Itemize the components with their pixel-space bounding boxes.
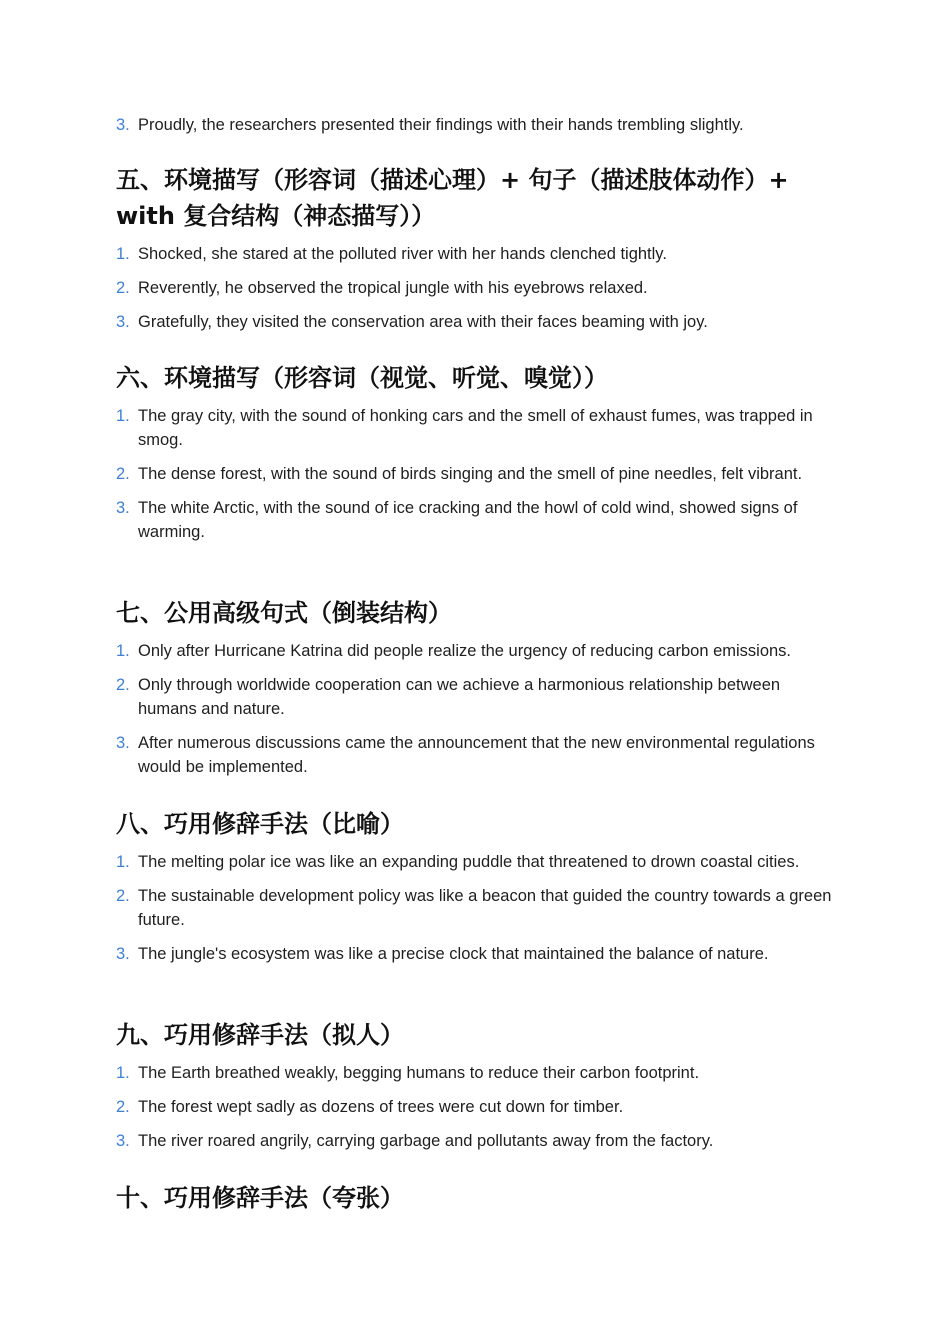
- list-number: 1.: [116, 245, 130, 263]
- numbered-list: [116, 639, 836, 779]
- section-heading: 五、环境描写（形容词（描述心理）+ 句子（描述肢体动作）+ with 复合结构（神态描写））: [116, 166, 789, 230]
- list-item-text: Gratefully, they visited the conservation area with their faces beaming with joy.: [138, 313, 708, 331]
- list-number: 3.: [116, 116, 130, 134]
- list-number: 1.: [116, 642, 130, 660]
- list-number: 1.: [116, 407, 130, 425]
- list-number: 2.: [116, 465, 130, 483]
- list-item: [116, 462, 836, 486]
- list-item-text: The sustainable development policy was like a beacon that guided the country towards a green future.: [138, 887, 832, 929]
- list-item-text: The river roared angrily, carrying garbage and pollutants away from the factory.: [138, 1132, 714, 1150]
- list-number: 2.: [116, 279, 130, 297]
- section-heading: 七、公用高级句式（倒装结构）: [116, 599, 452, 627]
- list-item: [116, 113, 836, 137]
- section-6: [116, 360, 836, 554]
- list-item: [116, 310, 836, 334]
- list-item-text: Proudly, the researchers presented their findings with their hands trembling slightly.: [138, 116, 744, 134]
- list-item-text: The white Arctic, with the sound of ice cracking and the howl of cold wind, showed signs of warming.: [138, 499, 798, 541]
- list-item-text: The dense forest, with the sound of birds singing and the smell of pine needles, felt vibrant.: [138, 465, 803, 483]
- section-heading: 十、巧用修辞手法（夸张）: [116, 1184, 404, 1212]
- section-heading: 八、巧用修辞手法（比喻）: [116, 810, 404, 838]
- section-9: [116, 1017, 836, 1163]
- list-item: [116, 242, 836, 266]
- list-item: [116, 1095, 836, 1119]
- list-number: 2.: [116, 887, 130, 905]
- list-item: [116, 404, 836, 452]
- list-item-text: The Earth breathed weakly, begging humans to reduce their carbon footprint.: [138, 1064, 700, 1082]
- list-item: [116, 673, 836, 721]
- list-number: 1.: [116, 1064, 130, 1082]
- list-number: 1.: [116, 853, 130, 871]
- numbered-list: [116, 113, 836, 137]
- list-number: 2.: [116, 676, 130, 694]
- list-number: 3.: [116, 734, 130, 752]
- list-number: 3.: [116, 1132, 130, 1150]
- section-heading: 九、巧用修辞手法（拟人）: [116, 1021, 404, 1049]
- numbered-list: [116, 404, 836, 544]
- list-item: [116, 1061, 836, 1085]
- list-number: 2.: [116, 1098, 130, 1116]
- list-item: [116, 850, 836, 874]
- numbered-list: [116, 242, 836, 334]
- section-10: [116, 1180, 836, 1216]
- list-item-text: Shocked, she stared at the polluted river with her hands clenched tightly.: [138, 245, 667, 263]
- list-item: [116, 1129, 836, 1153]
- numbered-list: [116, 850, 836, 966]
- list-item-text: After numerous discussions came the announcement that the new environmental regulations would be implemented.: [138, 734, 815, 776]
- list-item: [116, 884, 836, 932]
- list-item: [116, 496, 836, 544]
- list-item-text: The forest wept sadly as dozens of trees were cut down for timber.: [138, 1098, 624, 1116]
- continued-list: [116, 113, 836, 147]
- list-item-text: The gray city, with the sound of honking cars and the smell of exhaust fumes, was trapped in smog.: [138, 407, 813, 449]
- numbered-list: [116, 1061, 836, 1153]
- list-item: [116, 942, 836, 966]
- list-item-text: Only after Hurricane Katrina did people realize the urgency of reducing carbon emissions.: [138, 642, 792, 660]
- list-item-text: Only through worldwide cooperation can we achieve a harmonious relationship between humans and nature.: [138, 676, 781, 718]
- list-number: 3.: [116, 499, 130, 517]
- section-8: [116, 806, 836, 976]
- list-item: [116, 639, 836, 663]
- list-item: [116, 276, 836, 300]
- list-number: 3.: [116, 945, 130, 963]
- list-item-text: The jungle's ecosystem was like a precise clock that maintained the balance of nature.: [138, 945, 769, 963]
- section-7: [116, 595, 836, 789]
- list-number: 3.: [116, 313, 130, 331]
- list-item: [116, 731, 836, 779]
- list-item-text: The melting polar ice was like an expanding puddle that threatened to drown coastal cities.: [138, 853, 800, 871]
- section-5: [116, 162, 836, 344]
- section-heading: 六、环境描写（形容词（视觉、听觉、嗅觉））: [116, 364, 608, 392]
- list-item-text: Reverently, he observed the tropical jungle with his eyebrows relaxed.: [138, 279, 648, 297]
